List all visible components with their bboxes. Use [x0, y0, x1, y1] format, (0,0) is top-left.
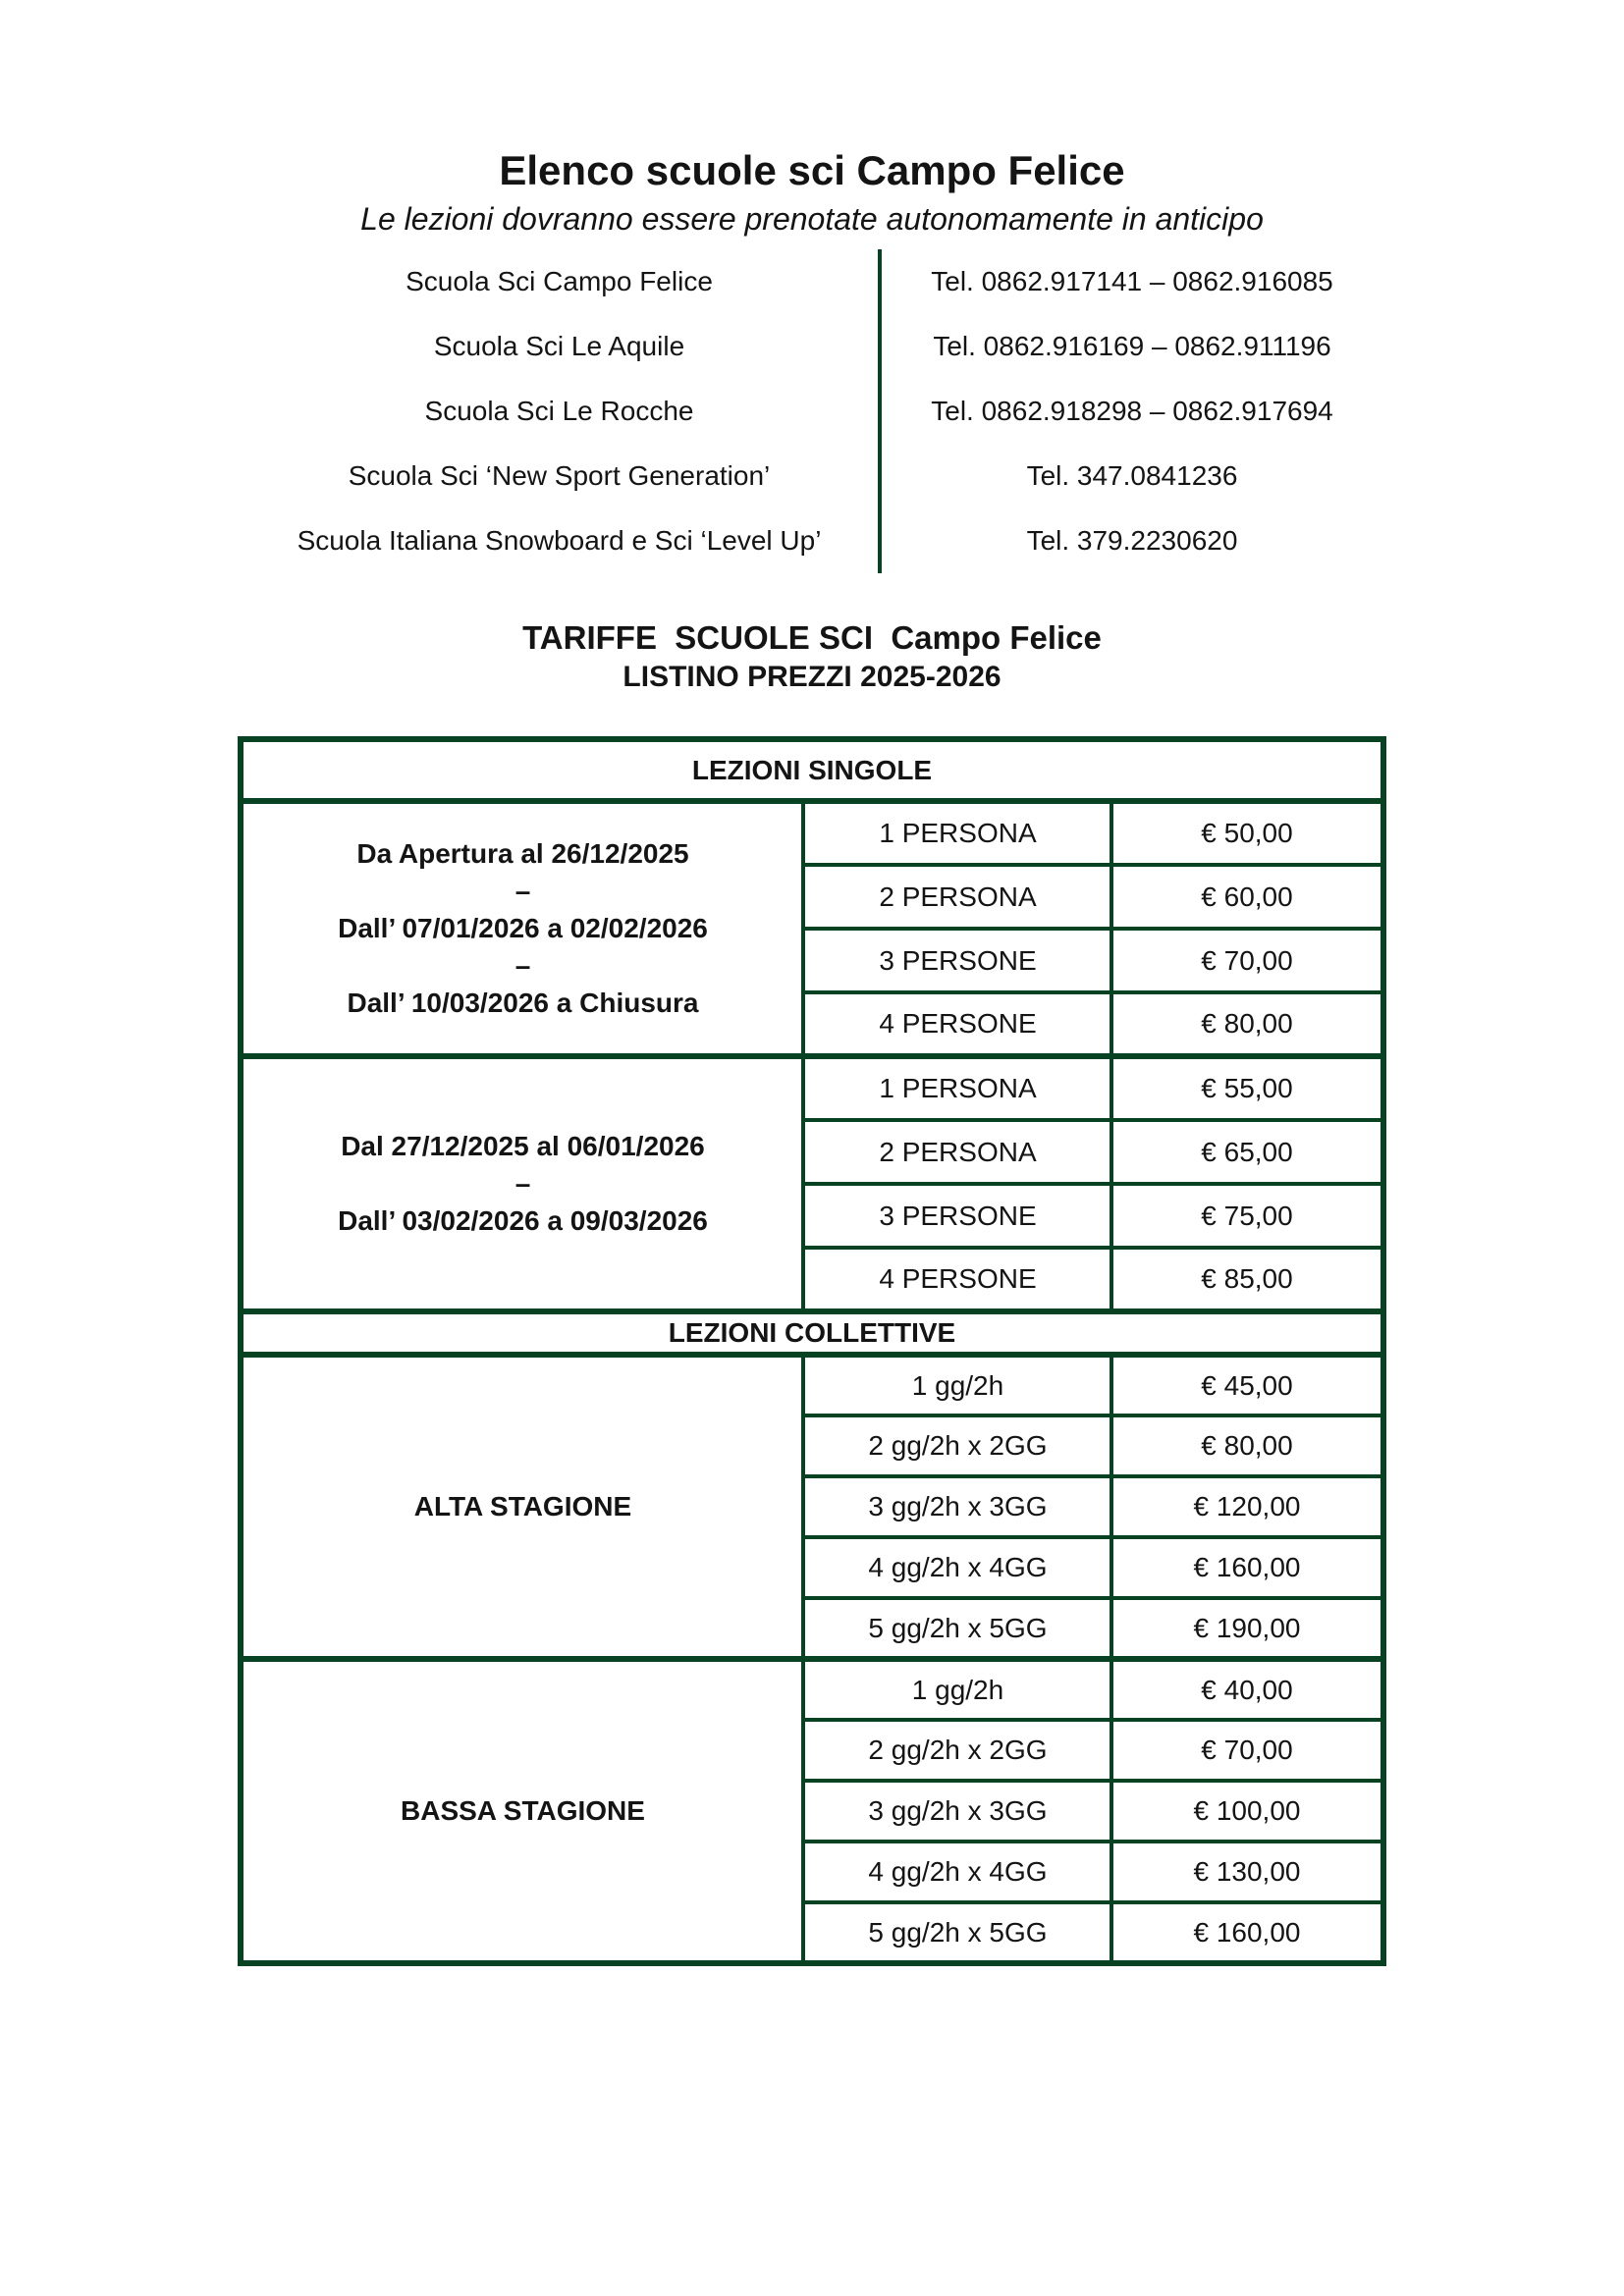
school-phone: Tel. 0862.918298 – 0862.917694	[931, 396, 1333, 426]
lesson-count-cell: 4 gg/2h x 4GG	[803, 1842, 1111, 1902]
price-cell: € 190,00	[1111, 1598, 1382, 1659]
price-cell: € 130,00	[1111, 1842, 1382, 1902]
price-cell: € 160,00	[1111, 1537, 1382, 1598]
page-title: Elenco scuole sci Campo Felice	[499, 147, 1125, 193]
price-cell: € 55,00	[1111, 1056, 1382, 1120]
price-cell: € 85,00	[1111, 1248, 1382, 1311]
price-cell: € 120,00	[1111, 1476, 1382, 1537]
price-cell: € 50,00	[1111, 801, 1382, 865]
person-count-cell: 4 PERSONE	[803, 992, 1111, 1056]
table-row	[241, 739, 1382, 801]
person-count-cell: 1 PERSONA	[803, 1056, 1111, 1120]
price-cell: € 70,00	[1111, 1720, 1382, 1781]
price-cell: € 60,00	[1111, 865, 1382, 929]
lesson-count-cell: 2 gg/2h x 2GG	[803, 1720, 1111, 1781]
price-cell: € 75,00	[1111, 1184, 1382, 1248]
lesson-count-cell: 5 gg/2h x 5GG	[803, 1902, 1111, 1963]
price-cell: € 70,00	[1111, 929, 1382, 992]
table-row	[241, 1311, 1382, 1355]
period-cell	[241, 801, 803, 1056]
period-line: Dal 27/12/2025 al 06/01/2026	[341, 1131, 705, 1161]
period-dash: –	[514, 876, 531, 906]
price-cell: € 80,00	[1111, 1415, 1382, 1476]
lesson-count-cell: 5 gg/2h x 5GG	[803, 1598, 1111, 1659]
price-cell: € 100,00	[1111, 1781, 1382, 1842]
season-cell-alta: ALTA STAGIONE	[241, 1355, 803, 1659]
school-phone: Tel. 379.2230620	[1026, 525, 1238, 556]
school-phone: Tel. 347.0841236	[1026, 460, 1238, 491]
table-row	[241, 1659, 1382, 1720]
person-count-cell: 1 PERSONA	[803, 801, 1111, 865]
lesson-count-cell: 3 gg/2h x 3GG	[803, 1476, 1111, 1537]
table-row	[241, 1056, 1382, 1120]
school-name: Scuola Italiana Snowboard e Sci ‘Level Up’	[297, 525, 822, 556]
school-name: Scuola Sci Le Aquile	[433, 331, 685, 361]
pricing-subtitle: LISTINO PREZZI 2025-2026	[623, 661, 1001, 693]
price-cell: € 40,00	[1111, 1659, 1382, 1720]
period-cell	[241, 1056, 803, 1311]
section-header-singole: LEZIONI SINGOLE	[241, 739, 1382, 801]
period-line: Dall’ 10/03/2026 a Chiusura	[347, 988, 699, 1018]
period-line: Da Apertura al 26/12/2025	[356, 838, 689, 869]
table-row	[241, 801, 1382, 865]
period-line: Dall’ 07/01/2026 a 02/02/2026	[338, 913, 708, 943]
school-phone: Tel. 0862.916169 – 0862.911196	[933, 331, 1331, 361]
school-name: Scuola Sci Le Rocche	[424, 396, 694, 426]
lesson-count-cell: 2 gg/2h x 2GG	[803, 1415, 1111, 1476]
lesson-count-cell: 4 gg/2h x 4GG	[803, 1537, 1111, 1598]
person-count-cell: 4 PERSONE	[803, 1248, 1111, 1311]
school-name: Scuola Sci ‘New Sport Generation’	[348, 460, 771, 491]
page-subtitle: Le lezioni dovranno essere prenotate autonomamente in anticipo	[360, 201, 1264, 237]
person-count-cell: 2 PERSONA	[803, 865, 1111, 929]
school-phone: Tel. 0862.917141 – 0862.916085	[931, 266, 1333, 296]
lesson-count-cell: 3 gg/2h x 3GG	[803, 1781, 1111, 1842]
person-count-cell: 3 PERSONE	[803, 1184, 1111, 1248]
price-cell: € 45,00	[1111, 1355, 1382, 1415]
school-name: Scuola Sci Campo Felice	[406, 266, 713, 296]
lesson-count-cell: 1 gg/2h	[803, 1355, 1111, 1415]
section-header-collettive: LEZIONI COLLETTIVE	[241, 1311, 1382, 1355]
schools-list	[242, 249, 1383, 573]
price-cell: € 80,00	[1111, 992, 1382, 1056]
period-line: Dall’ 03/02/2026 a 09/03/2026	[338, 1205, 708, 1236]
period-dash: –	[514, 950, 531, 981]
lesson-count-cell: 1 gg/2h	[803, 1659, 1111, 1720]
price-cell: € 160,00	[1111, 1902, 1382, 1963]
person-count-cell: 3 PERSONE	[803, 929, 1111, 992]
pricing-title: TARIFFE SCUOLE SCI Campo Felice	[522, 619, 1102, 656]
period-dash: –	[514, 1168, 531, 1199]
table-row	[241, 1355, 1382, 1415]
price-table	[238, 736, 1385, 1966]
price-cell: € 65,00	[1111, 1120, 1382, 1184]
person-count-cell: 2 PERSONA	[803, 1120, 1111, 1184]
season-cell-bassa: BASSA STAGIONE	[241, 1659, 803, 1963]
